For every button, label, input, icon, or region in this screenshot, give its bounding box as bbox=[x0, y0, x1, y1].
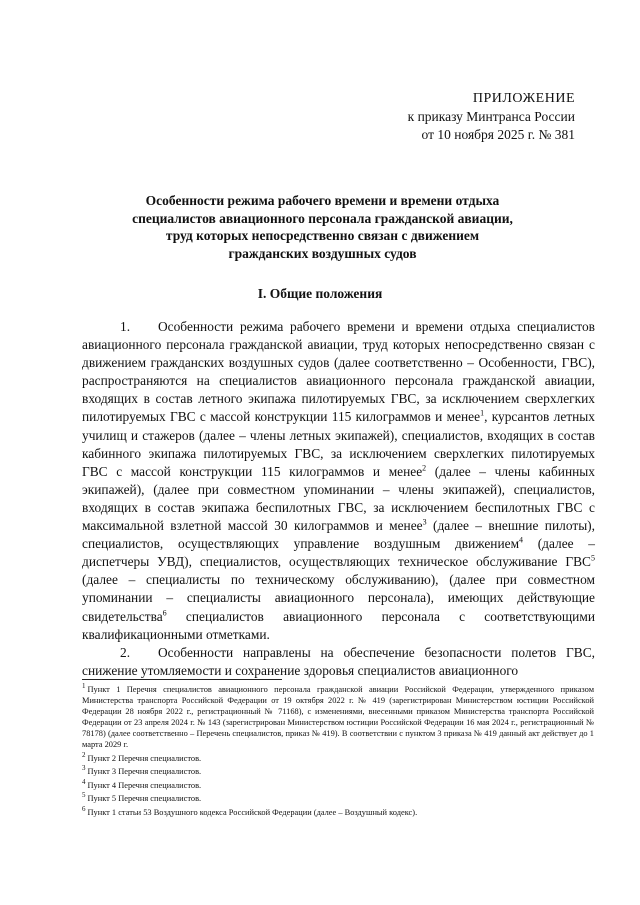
paragraph-text: Особенности режима рабочего времени и времени отдыха специалистов авиационного персонала гражданской авиации, труд которых непосредственно связан с движением гражданских воздушных судов (далее соответственно – Особенности, ГВС), распространяются на специалистов авиационного персонала гражданской авиации, входящих в состав летного экипажа пилотируемых ГВС, за исключением сверхлегких пилотируемых ГВС с массой конструкции 115 килограммов и менее bbox=[82, 319, 595, 425]
footnote-text: Пункт 3 Перечня специалистов. bbox=[87, 767, 202, 776]
footnote-mark: 2 bbox=[82, 750, 86, 759]
footnote-mark: 4 bbox=[82, 777, 86, 786]
paragraph-number: 2. bbox=[120, 644, 131, 660]
paragraph-text: Особенности направлены на обеспечение безопасности полетов ГВС, снижение утомляемости и сохранение здоровья специалистов авиационного bbox=[82, 644, 595, 678]
footnote-ref: 2 bbox=[422, 463, 427, 473]
document-body bbox=[82, 318, 595, 680]
footnote-text: Пункт 1 статьи 53 Воздушного кодекса Российской Федерации (далее – Воздушный кодекс). bbox=[87, 807, 418, 817]
paragraph-text: , курсантов летных училищ и стажеров (далее – члены летных экипажей), специалистов, входящих в состав кабинного экипажа пилотируемых ГВС, за исключением сверхлегких пилотируемых ГВС с массой конструкции 115 килограммов и менее bbox=[82, 409, 595, 479]
paragraph-text: (далее – члены кабинных экипажей), (далее при совместном упоминании – члены экипажей), специалистов, входящих в состав экипажа беспилотных ГВС, за исключением беспилотных ГВС с максимальной взлетной массой 30 килограммов и менее bbox=[82, 463, 596, 534]
appendix-header bbox=[395, 90, 575, 144]
appendix-title: ПРИЛОЖЕНИЕ bbox=[472, 91, 575, 106]
paragraph-text: специалистов авиационного персонала с соответствующими квалификационными отметками. bbox=[82, 608, 595, 642]
footnote-text: Пункт 4 Перечня специалистов. bbox=[87, 780, 202, 790]
footnote-mark: 1 bbox=[82, 682, 86, 691]
document-title bbox=[100, 192, 545, 262]
footnote bbox=[82, 793, 594, 804]
footnote-ref: 4 bbox=[519, 535, 524, 545]
footnote bbox=[82, 684, 594, 750]
footnote-mark: 6 bbox=[82, 804, 86, 813]
footnote-ref: 6 bbox=[162, 608, 167, 618]
footnote-mark: 3 bbox=[82, 764, 86, 773]
footnote bbox=[82, 804, 594, 818]
paragraph-1 bbox=[82, 318, 595, 644]
paragraph-text: (далее – внешние пилоты), специалистов, осуществляющих управление воздушным движением bbox=[82, 518, 595, 552]
footnote bbox=[82, 766, 594, 777]
appendix-order-ref: к приказу Минтранса России bbox=[407, 109, 575, 124]
title-line: специалистов авиационного персонала гражданской авиации, bbox=[132, 210, 513, 226]
section-heading: I. Общие положения bbox=[257, 286, 383, 301]
title-line: труд которых непосредственно связан с движением bbox=[165, 228, 480, 243]
footnote-ref: 1 bbox=[480, 409, 485, 418]
footnote bbox=[82, 750, 594, 764]
footnote-text: Пункт 5 Перечня специалистов. bbox=[87, 794, 202, 803]
title-line: гражданских воздушных судов bbox=[228, 245, 417, 261]
paragraph-text: (далее – специалисты по техническому обслуживанию), (далее при совместном упоминании – специалисты авиационного персонала), имеющих действующие свидетельства bbox=[82, 572, 595, 624]
footnote-ref: 5 bbox=[591, 553, 595, 563]
footnote-text: Пункт 2 Перечня специалистов. bbox=[87, 753, 202, 763]
footnotes bbox=[82, 684, 594, 820]
footnote bbox=[82, 777, 594, 791]
footnote-mark: 5 bbox=[82, 791, 86, 800]
footnote-text: Пункт 1 Перечня специалистов авиационного персонала гражданской авиации Российской Федерации, утвержденного приказом Министерства транспорта Российской Федерации от 19 октября 2022 г. № 419 (зарегистрирован Министерством юстиции Российской Федерации 28 ноября 2022 г., регистрационный № 71168), с изменениями, внесенными приказом Министерства транспорта Российской Федерации от 23 апреля 2024 г. № 143 (зарегистрирован Министерством юстиции Российской Федерации 16 мая 2024 г., регистрационный № 78178) (далее соответственно – Перечень специалистов, приказ № 419). В соответствии с пунктом 3 приказа № 419 данный акт действует до 1 марта 2029 г. bbox=[82, 685, 594, 749]
title-line: Особенности режима рабочего времени и времени отдыха bbox=[145, 193, 500, 208]
paragraph-2 bbox=[82, 644, 595, 680]
footnote-divider bbox=[82, 679, 282, 680]
paragraph-number: 1. bbox=[120, 319, 131, 334]
appendix-order-date: от 10 ноября 2025 г. № 381 bbox=[421, 127, 575, 142]
paragraph-text: (далее – диспетчеры УВД), специалистов, осуществляющих техническое обслуживание ГВС bbox=[82, 536, 595, 570]
footnote-ref: 3 bbox=[422, 517, 427, 527]
